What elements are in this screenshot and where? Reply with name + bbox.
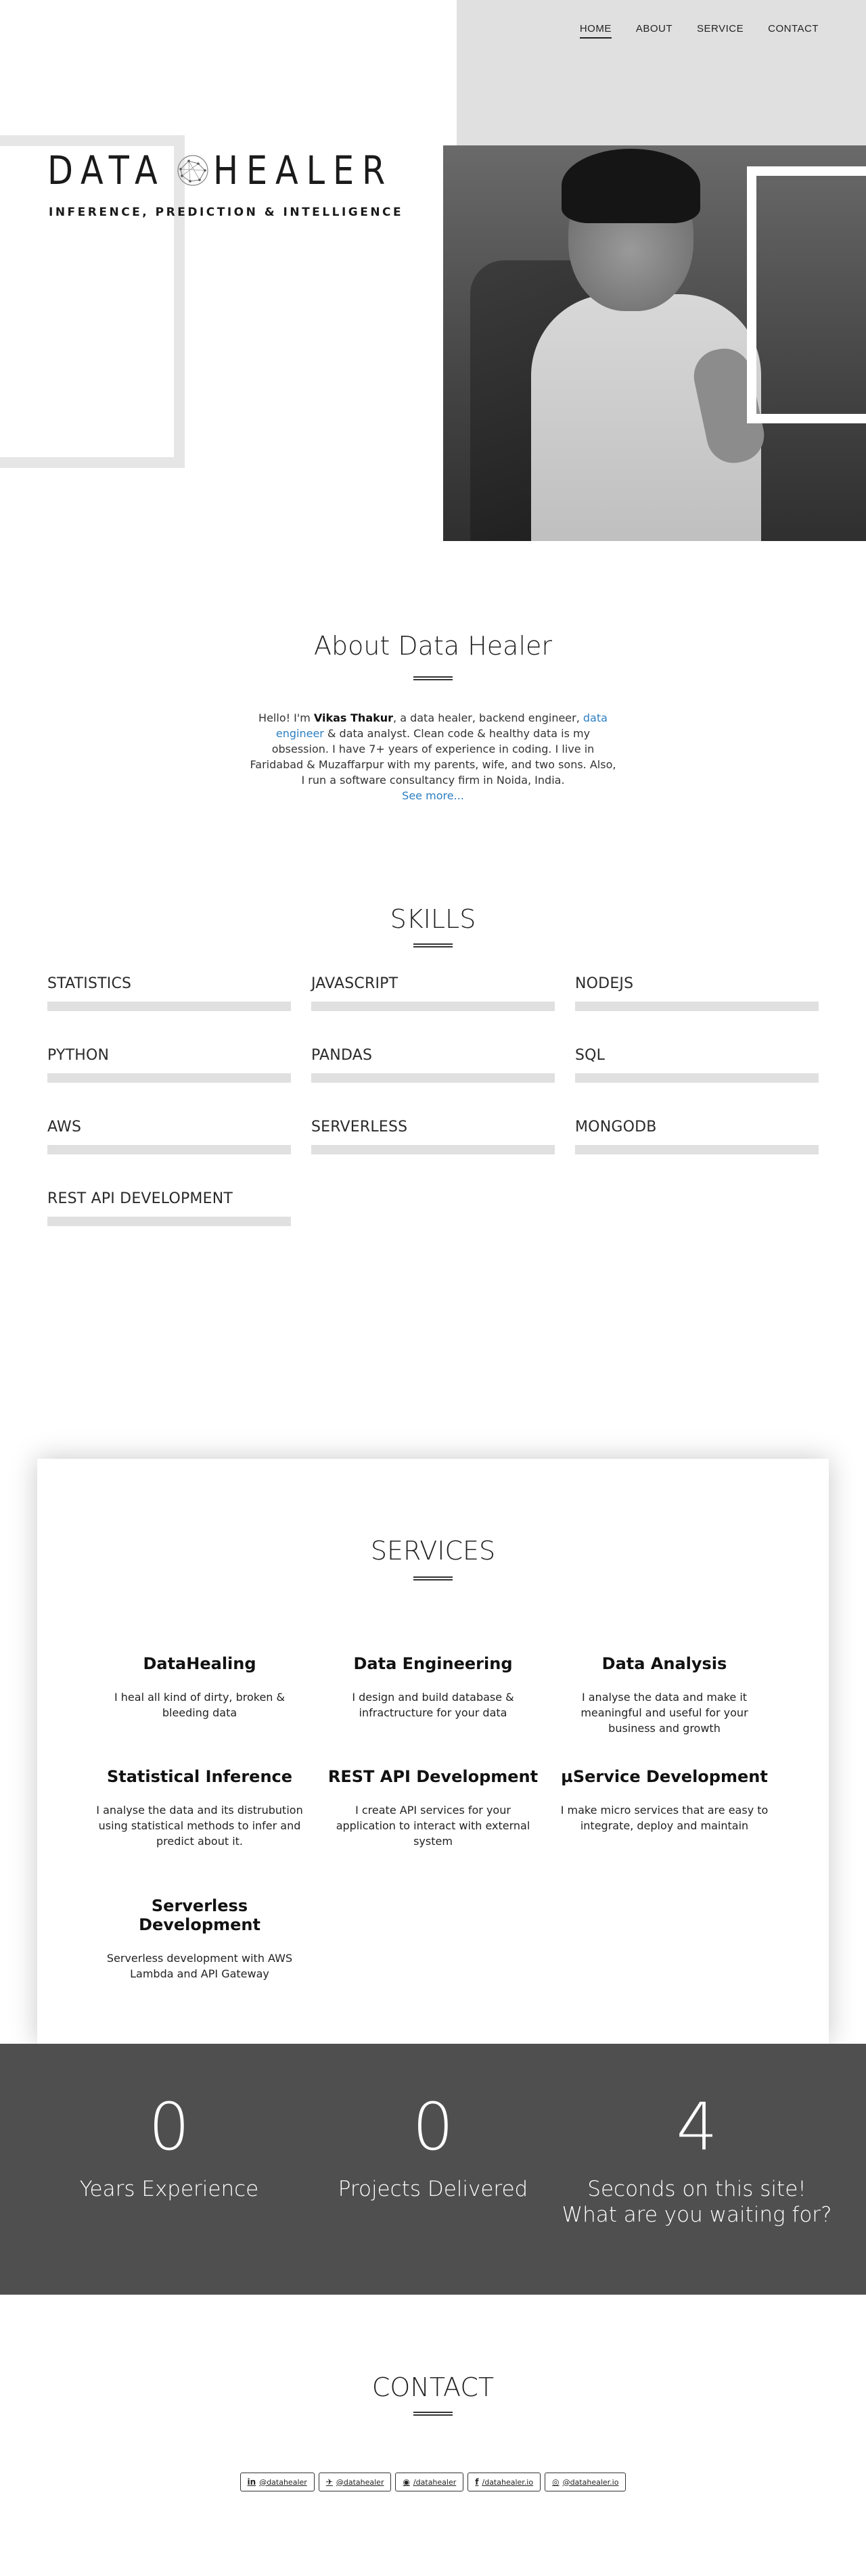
service-title: REST API Development — [327, 1767, 539, 1786]
skill-bar — [47, 1145, 291, 1154]
skill-nodejs — [575, 975, 819, 1011]
social-label: @datahealer — [259, 2477, 307, 2487]
github-icon: ◉ — [403, 2477, 410, 2487]
nav-home[interactable]: HOME — [580, 23, 612, 39]
social-label: @datahealer.io — [562, 2477, 619, 2487]
about-text — [247, 710, 619, 803]
skill-rest-api — [47, 1190, 291, 1226]
skill-mongodb — [575, 1119, 819, 1154]
social-label: /datahealer — [413, 2477, 457, 2487]
skills-title: SKILLS — [390, 904, 476, 934]
skill-bar — [47, 1073, 291, 1083]
facebook-button[interactable] — [468, 2473, 541, 2491]
contact-title: CONTACT — [371, 2372, 495, 2402]
service-desc: I make micro services that are easy to integrate, deploy and maintain — [560, 1804, 769, 1832]
linkedin-icon: in — [247, 2477, 256, 2487]
hero-frame-right — [747, 166, 866, 423]
service-desc: I heal all kind of dirty, broken & bleeding data — [114, 1691, 285, 1719]
service-desc: Serverless development with AWS Lambda and API Gateway — [106, 1952, 293, 1980]
skill-label: NODEJS — [575, 975, 634, 992]
see-more-link[interactable]: See more... — [402, 789, 464, 802]
service-title: Data Analysis — [601, 1654, 727, 1673]
hero-section — [0, 0, 866, 541]
skill-statistics — [47, 975, 291, 1011]
social-label: @datahealer — [336, 2477, 384, 2487]
data-engineer-link[interactable]: data engineer — [275, 711, 608, 740]
counter-label: Projects Delivered — [338, 2177, 528, 2201]
skill-label: SERVERLESS — [311, 1119, 408, 1135]
counter-value: 0 — [148, 2089, 190, 2165]
skill-bar — [575, 1073, 819, 1083]
main-nav — [580, 23, 819, 39]
skill-sql — [575, 1047, 819, 1083]
counter-value: 4 — [676, 2089, 718, 2165]
skill-label: JAVASCRIPT — [311, 975, 398, 992]
counter-label: Years Experience — [79, 2177, 259, 2201]
skill-bar — [575, 1002, 819, 1011]
service-datahealing — [91, 1654, 308, 1720]
logo-word-data: DATA — [47, 147, 166, 193]
photo-hair-shape — [562, 149, 700, 223]
counter-years — [34, 2090, 304, 2202]
service-title: Statistical Inference — [106, 1767, 293, 1786]
about-name: Vikas Thakur — [313, 711, 394, 724]
skill-bar — [311, 1145, 555, 1154]
skill-serverless — [311, 1119, 555, 1154]
skill-label: PANDAS — [311, 1047, 373, 1064]
service-data-analysis — [556, 1654, 773, 1736]
skill-label: REST API DEVELOPMENT — [47, 1190, 233, 1207]
skills-title-rule — [413, 943, 453, 947]
counter-label: Seconds on this site! What are you waiting for? — [562, 2177, 832, 2227]
instagram-icon: ◎ — [552, 2477, 560, 2487]
service-desc: I analyse the data and its distrubution using statistical methods to infer and predict about it. — [96, 1804, 303, 1848]
site-logo — [47, 147, 426, 193]
service-desc: I create API services for your application to interact with external system — [336, 1804, 530, 1848]
nav-about[interactable]: ABOUT — [635, 23, 673, 34]
about-intro-1: , a data healer, backend engineer, — [393, 711, 583, 724]
services-title-rule — [413, 1576, 453, 1580]
service-rest-api — [325, 1767, 541, 1849]
about-title-rule — [413, 676, 453, 680]
service-title: DataHealing — [143, 1654, 256, 1673]
skill-pandas — [311, 1047, 555, 1083]
instagram-button[interactable] — [545, 2473, 626, 2491]
service-title: Serverless Development — [139, 1896, 260, 1934]
stats-section — [0, 2044, 866, 2295]
service-serverless — [91, 1896, 308, 1982]
counter-value: 0 — [412, 2089, 454, 2165]
nav-service[interactable]: SERVICE — [697, 23, 744, 34]
twitter-button[interactable] — [319, 2473, 392, 2491]
service-title: Data Engineering — [353, 1654, 513, 1673]
counter-projects — [298, 2090, 568, 2202]
service-microservice — [556, 1767, 773, 1833]
brain-icon — [173, 150, 213, 191]
github-button[interactable] — [395, 2473, 463, 2491]
nav-contact[interactable]: CONTACT — [768, 23, 819, 34]
site-tagline: INFERENCE, PREDICTION & INTELLIGENCE — [49, 206, 404, 219]
skill-label: SQL — [575, 1047, 606, 1064]
counter-seconds — [562, 2090, 832, 2228]
skill-bar — [47, 1002, 291, 1011]
twitter-icon: ✈ — [325, 2477, 333, 2487]
skill-label: MONGODB — [575, 1119, 657, 1135]
skill-bar — [47, 1217, 291, 1226]
skill-python — [47, 1047, 291, 1083]
service-desc: I design and build database & infractructure for your data — [352, 1691, 514, 1719]
skill-bar — [575, 1145, 819, 1154]
social-links — [0, 2473, 866, 2491]
skill-bar — [311, 1002, 555, 1011]
skill-aws — [47, 1119, 291, 1154]
skill-label: PYTHON — [47, 1047, 110, 1064]
about-title: About Data Healer — [313, 631, 553, 661]
social-label: /datahealer.io — [482, 2477, 534, 2487]
linkedin-button[interactable] — [240, 2473, 315, 2491]
skill-label: AWS — [47, 1119, 82, 1135]
service-data-engineering — [325, 1654, 541, 1720]
logo-word-healer: HEALER — [213, 147, 394, 193]
about-intro-2: & data analyst. Clean code & healthy data is my obsession. I have 7+ years of experience in coding. I live in Faridabad & Muzaffarpur with my parents, wife, and two sons. Also, I run a software consultancy firm in Noida, India. — [250, 727, 616, 787]
skill-bar — [311, 1073, 555, 1083]
skill-label: STATISTICS — [47, 975, 132, 992]
skill-javascript — [311, 975, 555, 1011]
service-title: µService Development — [561, 1767, 768, 1786]
contact-title-rule — [413, 2412, 453, 2416]
services-title: SERVICES — [370, 1536, 496, 1566]
service-desc: I analyse the data and make it meaningful and useful for your business and growth — [580, 1691, 748, 1735]
facebook-icon: f — [475, 2477, 479, 2487]
service-statistical-inference — [91, 1767, 308, 1849]
about-greeting: Hello! I'm — [258, 711, 314, 724]
